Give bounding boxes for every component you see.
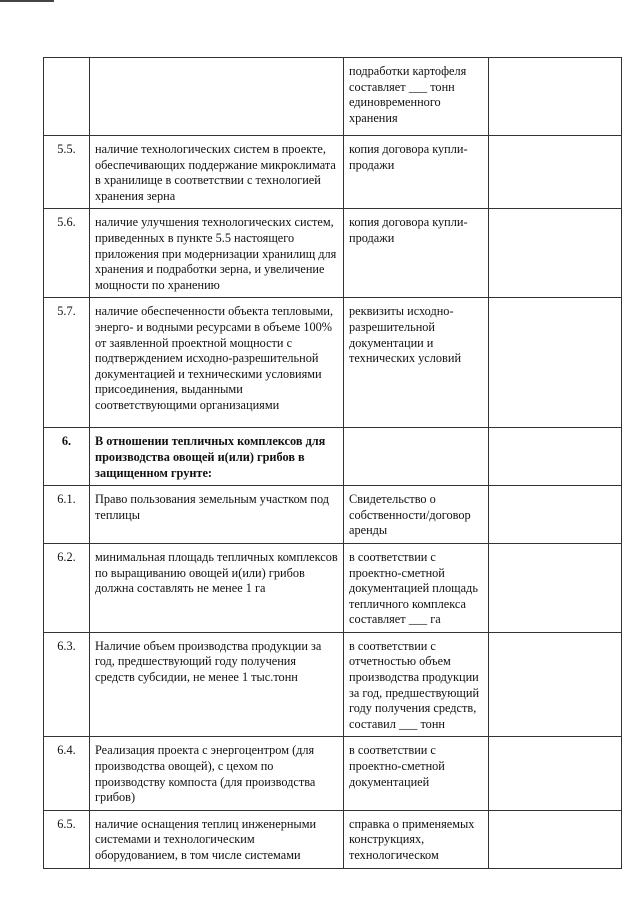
extra-cell <box>489 58 622 136</box>
table-row <box>44 543 622 632</box>
section-heading: В отношении тепличных комплексов для производства овощей и(или) грибов в защищенном грунте: <box>90 428 344 486</box>
document-cell: в соответствии с проектно-сметной документацией <box>344 737 489 810</box>
requirement-cell: наличие технологических систем в проекте, обеспечивающих поддержание микроклимата в хранилище в соответствии с технологией хранения зерна <box>90 136 344 209</box>
extra-cell <box>489 136 622 209</box>
document-cell: реквизиты исходно-разрешительной документации и технических условий <box>344 298 489 428</box>
table-row <box>44 209 622 298</box>
requirement-cell <box>90 58 344 136</box>
table-row <box>44 632 622 737</box>
extra-cell <box>489 209 622 298</box>
section-number: 6. <box>44 428 90 486</box>
criteria-table <box>43 57 622 869</box>
requirement-cell: наличие улучшения технологических систем, приведенных в пункте 5.5 настоящего приложения при модернизации хранилищ для хранения и подработки зерна, и увеличение мощности по хранению <box>90 209 344 298</box>
requirement-cell: наличие оснащения теплиц инженерными системами и технологическим оборудованием, в том числе системами <box>90 810 344 868</box>
table-row <box>44 298 622 428</box>
table-row <box>44 810 622 868</box>
row-number <box>44 58 90 136</box>
document-cell: справка о применяемых конструкциях, технологическом <box>344 810 489 868</box>
requirement-cell: Наличие объем производства продукции за год, предшествующий году получения средств субсидии, не менее 1 тыс.тонн <box>90 632 344 737</box>
row-number: 5.5. <box>44 136 90 209</box>
document-cell <box>344 428 489 486</box>
extra-cell <box>489 298 622 428</box>
requirement-cell: Право пользования земельным участком под теплицы <box>90 486 344 544</box>
row-number: 6.1. <box>44 486 90 544</box>
extra-cell <box>489 810 622 868</box>
extra-cell <box>489 632 622 737</box>
table-row <box>44 136 622 209</box>
requirement-cell: Реализация проекта с энергоцентром (для производства овощей), с цехом по производству компоста (для производства грибов) <box>90 737 344 810</box>
table-row <box>44 486 622 544</box>
table-row <box>44 737 622 810</box>
extra-cell <box>489 737 622 810</box>
document-cell: в соответствии с отчетностью объем производства продукции за год, предшествующий году получения средств, составил ___ тонн <box>344 632 489 737</box>
table-row <box>44 58 622 136</box>
document-cell: Свидетельство о собственности/договор аренды <box>344 486 489 544</box>
table-row <box>44 428 622 486</box>
document-cell: копия договора купли-продажи <box>344 136 489 209</box>
row-number: 5.6. <box>44 209 90 298</box>
row-number: 6.2. <box>44 543 90 632</box>
row-number: 5.7. <box>44 298 90 428</box>
row-number: 6.4. <box>44 737 90 810</box>
document-cell: копия договора купли-продажи <box>344 209 489 298</box>
row-number: 6.3. <box>44 632 90 737</box>
document-cell: в соответствии с проектно-сметной документацией площадь тепличного комплекса составляет ___ га <box>344 543 489 632</box>
requirement-cell: минимальная площадь тепличных комплексов по выращиванию овощей и(или) грибов должна составлять не менее 1 га <box>90 543 344 632</box>
row-number: 6.5. <box>44 810 90 868</box>
extra-cell <box>489 486 622 544</box>
extra-cell <box>489 428 622 486</box>
extra-cell <box>489 543 622 632</box>
scan-corner-line <box>0 0 54 2</box>
requirement-cell: наличие обеспеченности объекта тепловыми, энерго- и водными ресурсами в объеме 100% от заявленной проектной мощности с подтверждением исходно-разрешительной документацией и техническими условиями присоединения, выданными соответствующими организациями <box>90 298 344 428</box>
document-cell: подработки картофеля составляет ___ тонн единовременного хранения <box>344 58 489 136</box>
